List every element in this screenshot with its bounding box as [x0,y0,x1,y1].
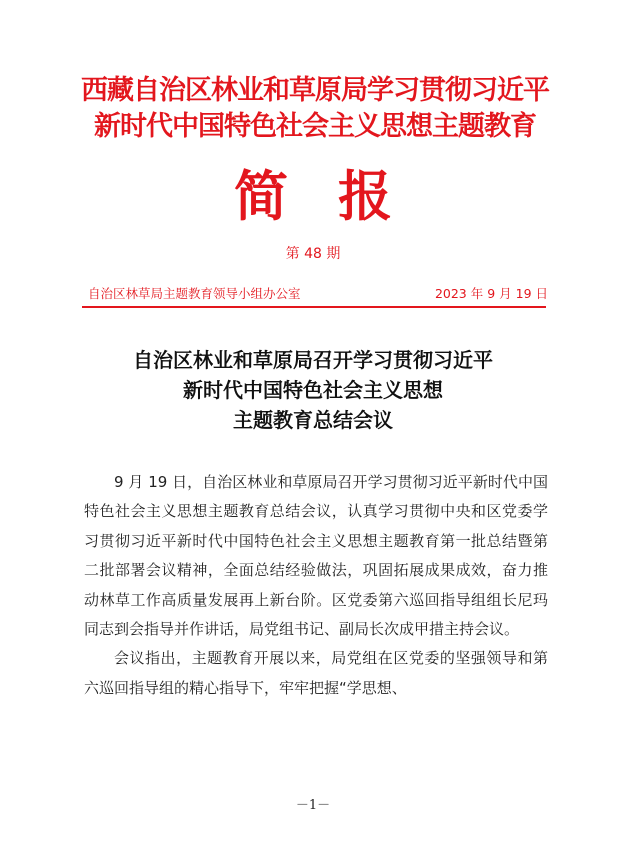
article-title-line-3: 主题教育总结会议 [233,408,393,432]
article-title-line-1: 自治区林业和草原局召开学习贯彻习近平 [133,348,493,372]
issue-number: 第 48 期 [285,246,341,262]
article-body [84,468,548,703]
article-title [60,345,566,435]
article-title-line-2: 新时代中国特色社会主义思想 [183,378,443,402]
red-divider [82,306,546,308]
issuing-office: 自治区林草局主题教育领导小组办公室 [88,286,301,301]
paragraph-2: 会议指出，主题教育开展以来，局党组在区党委的坚强领导和第六巡回指导组的精心指导下，牢牢把握“学思想、 [84,649,548,697]
masthead-line-1: 西藏自治区林业和草原局学习贯彻习近平 [81,75,549,106]
bulletin-title: 简报 [234,164,442,228]
issue-date: 2023 年 9 月 19 日 [434,286,548,301]
paragraph-1: 9 月 19 日，自治区林业和草原局召开学习贯彻习近平新时代中国特色社会主义思想主题教育总结会议，认真学习贯彻中央和区党委学习贯彻习近平新时代中国特色社会主义思想主题教育第一批总结暨第二批部署会议精神，全面总结经验做法，巩固拓展成果成效，奋力推动林草工作高质量发展再上新台阶。区党委第六巡回指导组组长尼玛同志到会指导并作讲话，局党组书记、副局长次成甲措主持会议。 [84,473,548,639]
masthead-line-2: 新时代中国特色社会主义思想主题教育 [94,111,536,142]
page-number: －1－ [295,798,331,813]
